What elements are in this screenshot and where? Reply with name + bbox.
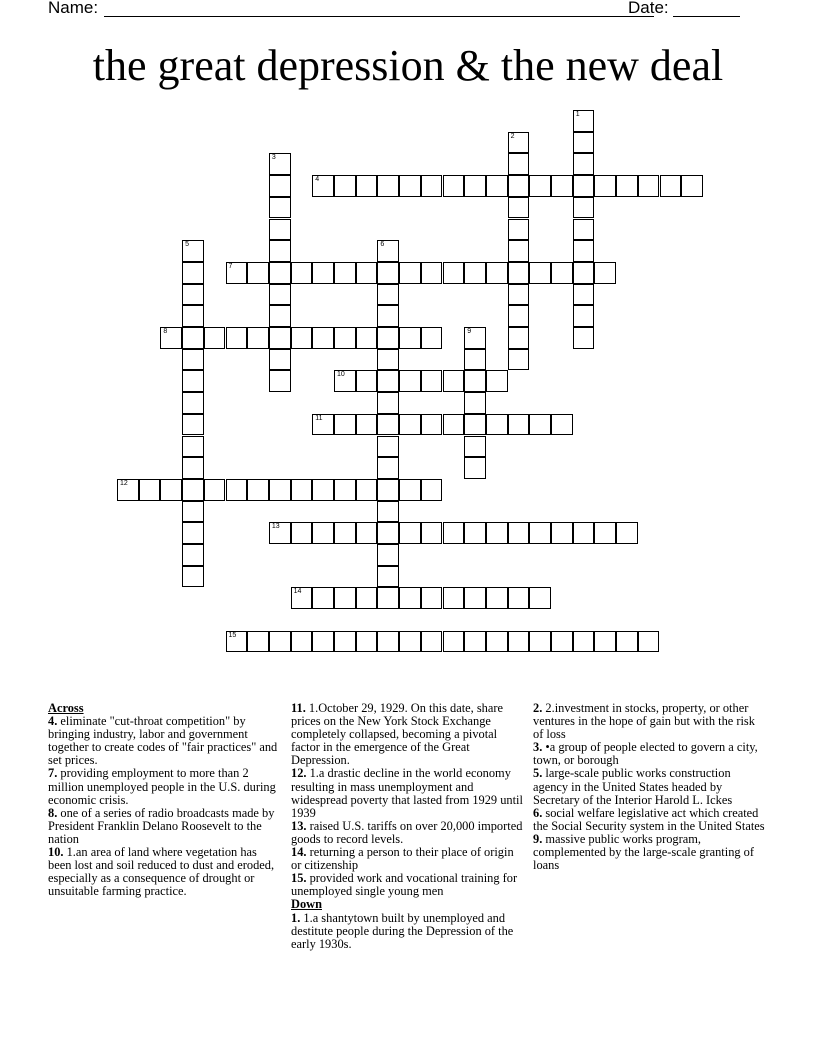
grid-cell[interactable] [291, 587, 313, 609]
grid-cell[interactable] [377, 262, 399, 284]
clue-across-13: 13. raised U.S. tariffs on over 20,000 imported goods to record levels. [291, 818, 523, 846]
clue-number-label: 7 [228, 262, 233, 270]
grid-cell[interactable] [139, 479, 161, 501]
grid-cell[interactable] [269, 631, 291, 653]
clue-down-2: 2. 2.investment in stocks, property, or other ventures in the hope of gain but with the risk of loss [533, 701, 755, 742]
grid-cell[interactable] [421, 370, 443, 392]
grid-cell[interactable] [464, 392, 486, 414]
grid-cell[interactable] [508, 175, 530, 197]
grid-cell[interactable] [356, 327, 378, 349]
grid-cell[interactable] [573, 327, 595, 349]
grid-cell[interactable] [182, 566, 204, 588]
grid-cell[interactable] [182, 501, 204, 523]
grid-cell[interactable] [334, 370, 356, 392]
grid-cell[interactable] [377, 392, 399, 414]
grid-cell[interactable] [291, 479, 313, 501]
grid-cell[interactable] [377, 566, 399, 588]
grid-cell[interactable] [204, 479, 226, 501]
clue-across-4: 4. eliminate "cut-throat competition" by bringing industry, labor and government together to create codes of "fair practices" and set prices. [48, 714, 278, 768]
clue-down-6: 6. social welfare legislative act which created the Social Security system in the United States [533, 805, 765, 833]
grid-cell[interactable] [356, 631, 378, 653]
grid-cell[interactable] [551, 414, 573, 436]
grid-cell[interactable] [182, 436, 204, 458]
grid-cell[interactable] [247, 327, 269, 349]
grid-cell[interactable] [660, 175, 682, 197]
grid-cell[interactable] [312, 175, 334, 197]
grid-cell[interactable] [616, 175, 638, 197]
grid-cell[interactable] [399, 262, 421, 284]
grid-cell[interactable] [377, 327, 399, 349]
grid-cell[interactable] [291, 522, 313, 544]
grid-cell[interactable] [508, 219, 530, 241]
grid-cell[interactable] [269, 153, 291, 175]
grid-cell[interactable] [312, 414, 334, 436]
grid-cell[interactable] [377, 175, 399, 197]
clue-down-3: 3. •a group of people elected to govern a city, town, or borough [533, 740, 758, 768]
clue-across-14: 14. returning a person to their place of origin or citizenship [291, 845, 514, 873]
grid-cell[interactable] [399, 414, 421, 436]
clue-across-11: 11. 1.October 29, 1929. On this date, share prices on the New York Stock Exchange completely collapsed, becoming a pivotal factor in the emergence of the Great Depression. [291, 701, 503, 768]
grid-cell[interactable] [269, 522, 291, 544]
grid-cell[interactable] [421, 175, 443, 197]
across-heading: Across [48, 701, 84, 715]
grid-cell[interactable] [377, 457, 399, 479]
grid-cell[interactable] [486, 414, 508, 436]
grid-cell[interactable] [377, 349, 399, 371]
grid-cell[interactable] [573, 240, 595, 262]
grid-cell[interactable] [529, 414, 551, 436]
grid-cell[interactable] [443, 175, 465, 197]
grid-cell[interactable] [486, 175, 508, 197]
grid-cell[interactable] [226, 479, 248, 501]
grid-cell[interactable] [377, 544, 399, 566]
grid-cell[interactable] [356, 479, 378, 501]
grid-cell[interactable] [247, 479, 269, 501]
grid-cell[interactable] [486, 262, 508, 284]
clue-number-label: 3 [271, 154, 276, 162]
grid-cell[interactable] [443, 370, 465, 392]
grid-cell[interactable] [182, 284, 204, 306]
grid-cell[interactable] [312, 479, 334, 501]
clue-number-label: 1 [575, 111, 580, 118]
grid-cell[interactable] [377, 305, 399, 327]
grid-cell[interactable] [594, 175, 616, 197]
grid-cell[interactable] [182, 457, 204, 479]
grid-cell[interactable] [377, 631, 399, 653]
grid-cell[interactable] [269, 219, 291, 241]
grid-cell[interactable] [464, 436, 486, 458]
grid-cell[interactable] [508, 305, 530, 327]
grid-cell[interactable] [291, 327, 313, 349]
grid-cell[interactable] [334, 175, 356, 197]
grid-cell[interactable] [182, 240, 204, 262]
grid-cell[interactable] [573, 132, 595, 154]
grid-cell[interactable] [443, 631, 465, 653]
grid-cell[interactable] [551, 175, 573, 197]
grid-cell[interactable] [573, 197, 595, 219]
grid-cell[interactable] [573, 631, 595, 653]
clue-number-label: 2 [510, 132, 515, 140]
grid-cell[interactable] [377, 370, 399, 392]
grid-cell[interactable] [182, 327, 204, 349]
grid-cell[interactable] [269, 262, 291, 284]
grid-cell[interactable] [551, 631, 573, 653]
grid-cell[interactable] [399, 327, 421, 349]
grid-cell[interactable] [486, 587, 508, 609]
grid-cell[interactable] [182, 544, 204, 566]
grid-cell[interactable] [508, 414, 530, 436]
grid-cell[interactable] [573, 110, 595, 132]
grid-cell[interactable] [334, 479, 356, 501]
grid-cell[interactable] [226, 327, 248, 349]
clue-across-10: 10. 1.an area of land where vegetation has been lost and soil reduced to dust and eroded, especially as a consequence of drought or unsuitable farming practice. [48, 845, 275, 899]
grid-cell[interactable] [616, 522, 638, 544]
grid-cell[interactable] [508, 349, 530, 371]
grid-cell[interactable] [269, 284, 291, 306]
grid-cell[interactable] [334, 522, 356, 544]
grid-cell[interactable] [160, 479, 182, 501]
clue-number-label: 6 [380, 241, 385, 249]
grid-cell[interactable] [334, 631, 356, 653]
grid-cell[interactable] [421, 327, 443, 349]
grid-cell[interactable] [464, 587, 486, 609]
grid-cell[interactable] [269, 370, 291, 392]
grid-cell[interactable] [226, 262, 248, 284]
grid-cell[interactable] [638, 631, 660, 653]
grid-cell[interactable] [573, 262, 595, 284]
grid-cell[interactable] [464, 327, 486, 349]
grid-cell[interactable] [529, 262, 551, 284]
grid-cell[interactable] [247, 262, 269, 284]
grid-cell[interactable] [594, 631, 616, 653]
grid-cell[interactable] [312, 522, 334, 544]
grid-cell[interactable] [182, 479, 204, 501]
grid-cell[interactable] [443, 587, 465, 609]
grid-cell[interactable] [226, 631, 248, 653]
clue-down-9: 9. massive public works program, complemented by the large-scale granting of loans [533, 831, 754, 873]
down-heading: Down [291, 897, 322, 912]
grid-cell[interactable] [356, 414, 378, 436]
grid-cell[interactable] [312, 631, 334, 653]
grid-cell[interactable] [443, 522, 465, 544]
grid-cell[interactable] [573, 175, 595, 197]
grid-cell[interactable] [551, 262, 573, 284]
grid-cell[interactable] [356, 587, 378, 609]
grid-cell[interactable] [421, 631, 443, 653]
grid-cell[interactable] [508, 262, 530, 284]
grid-cell[interactable] [508, 327, 530, 349]
grid-cell[interactable] [508, 522, 530, 544]
grid-cell[interactable] [182, 392, 204, 414]
grid-cell[interactable] [464, 414, 486, 436]
clues-column-1 [48, 702, 278, 898]
date-label: Date: [628, 0, 669, 17]
grid-cell[interactable] [486, 522, 508, 544]
grid-cell[interactable] [204, 327, 226, 349]
grid-cell[interactable] [594, 262, 616, 284]
page-title: the great depression & the new deal [92, 41, 724, 90]
clue-number-label: 10 [337, 371, 345, 379]
grid-cell[interactable] [334, 414, 356, 436]
grid-cell[interactable] [508, 240, 530, 262]
grid-cell[interactable] [508, 153, 530, 175]
clue-number-label: 14 [293, 588, 302, 596]
grid-cell[interactable] [529, 631, 551, 653]
grid-cell[interactable] [486, 370, 508, 392]
grid-cell[interactable] [573, 305, 595, 327]
grid-cell[interactable] [334, 262, 356, 284]
grid-cell[interactable] [182, 262, 204, 284]
grid-cell[interactable] [334, 327, 356, 349]
clue-down-1: 1. 1.a shantytown built by unemployed and destitute people during the Depression of the early 1930s. [291, 910, 514, 951]
grid-cell[interactable] [421, 587, 443, 609]
name-label: Name: [48, 0, 99, 17]
grid-cell[interactable] [508, 587, 530, 609]
grid-cell[interactable] [377, 522, 399, 544]
grid-cell[interactable] [529, 175, 551, 197]
grid-cell[interactable] [182, 305, 204, 327]
grid-cell[interactable] [312, 587, 334, 609]
clue-number-label: 13 [271, 523, 280, 531]
grid-cell[interactable] [421, 522, 443, 544]
grid-cell[interactable] [356, 262, 378, 284]
grid-cell[interactable] [573, 153, 595, 175]
grid-cell[interactable] [573, 284, 595, 306]
grid-cell[interactable] [356, 522, 378, 544]
grid-cell[interactable] [464, 175, 486, 197]
grid-cell[interactable] [269, 349, 291, 371]
grid-cell[interactable] [486, 631, 508, 653]
grid-cell[interactable] [377, 284, 399, 306]
grid-cell[interactable] [464, 262, 486, 284]
grid-cell[interactable] [573, 219, 595, 241]
clue-across-7: 7. providing employment to more than 2 million unemployed people in the U.S. during economic crisis. [48, 766, 276, 807]
grid-cell[interactable] [399, 175, 421, 197]
grid-cell[interactable] [399, 370, 421, 392]
grid-cell[interactable] [160, 327, 182, 349]
clue-number-label: 4 [315, 176, 320, 184]
grid-cell[interactable] [377, 479, 399, 501]
clue-number-label: 9 [467, 328, 472, 335]
grid-cell[interactable] [399, 587, 421, 609]
grid-cell[interactable] [377, 587, 399, 609]
clue-across-15: 15. provided work and vocational training for unemployed single young men [291, 871, 518, 899]
clue-number-label: 15 [228, 631, 237, 639]
grid-cell[interactable] [377, 414, 399, 436]
grid-cell[interactable] [312, 327, 334, 349]
grid-cell[interactable] [269, 175, 291, 197]
clue-number-label: 5 [185, 241, 189, 249]
grid-cell[interactable] [638, 175, 660, 197]
grid-cell[interactable] [377, 436, 399, 458]
grid-cell[interactable] [421, 479, 443, 501]
grid-cell[interactable] [269, 197, 291, 219]
grid-cell[interactable] [182, 522, 204, 544]
grid-cell[interactable] [421, 262, 443, 284]
grid-cell[interactable] [356, 175, 378, 197]
clue-across-12: 12. 1.a drastic decline in the world economy resulting in mass unemployment and widespread poverty that lasted from 1929 until 1939 [291, 766, 523, 820]
grid-cell[interactable] [377, 501, 399, 523]
grid-cell[interactable] [508, 631, 530, 653]
grid-cell[interactable] [464, 370, 486, 392]
grid-cell[interactable] [508, 132, 530, 154]
clue-number-label: 11 [315, 414, 323, 422]
grid-cell[interactable] [573, 522, 595, 544]
grid-cell[interactable] [247, 631, 269, 653]
grid-cell[interactable] [508, 284, 530, 306]
grid-cell[interactable] [464, 522, 486, 544]
grid-cell[interactable] [399, 522, 421, 544]
grid-cell[interactable] [399, 479, 421, 501]
grid-cell[interactable] [551, 522, 573, 544]
grid-cell[interactable] [464, 349, 486, 371]
grid-cell[interactable] [291, 262, 313, 284]
grid-cell[interactable] [334, 587, 356, 609]
grid-cell[interactable] [269, 327, 291, 349]
clue-number-label: 12 [120, 479, 128, 487]
grid-cell[interactable] [464, 457, 486, 479]
grid-cell[interactable] [269, 479, 291, 501]
grid-cell[interactable] [269, 240, 291, 262]
grid-cell[interactable] [269, 305, 291, 327]
grid-cell[interactable] [508, 197, 530, 219]
grid-cell[interactable] [616, 631, 638, 653]
clue-across-8: 8. one of a series of radio broadcasts made by President Franklin Delano Roosevelt to the nation [48, 805, 275, 846]
grid-cell[interactable] [182, 349, 204, 371]
grid-cell[interactable] [312, 262, 334, 284]
grid-cell[interactable] [443, 262, 465, 284]
grid-cell[interactable] [529, 587, 551, 609]
clues-column-2 [291, 702, 523, 951]
grid-cell[interactable] [594, 522, 616, 544]
clue-number-label: 8 [163, 328, 168, 335]
clue-down-5: 5. large-scale public works construction agency in the United States headed by Secretary of the Interior Harold L. Ickes [533, 766, 733, 807]
grid-cell[interactable] [377, 240, 399, 262]
grid-cell[interactable] [464, 631, 486, 653]
grid-cell[interactable] [421, 414, 443, 436]
grid-cell[interactable] [399, 631, 421, 653]
grid-cell[interactable] [443, 414, 465, 436]
grid-cell[interactable] [117, 479, 139, 501]
grid-cell[interactable] [291, 631, 313, 653]
grid-cell[interactable] [182, 414, 204, 436]
grid-cell[interactable] [681, 175, 703, 197]
clues-column-3 [533, 702, 765, 872]
grid-cell[interactable] [356, 370, 378, 392]
grid-cell[interactable] [529, 522, 551, 544]
grid-cell[interactable] [182, 370, 204, 392]
